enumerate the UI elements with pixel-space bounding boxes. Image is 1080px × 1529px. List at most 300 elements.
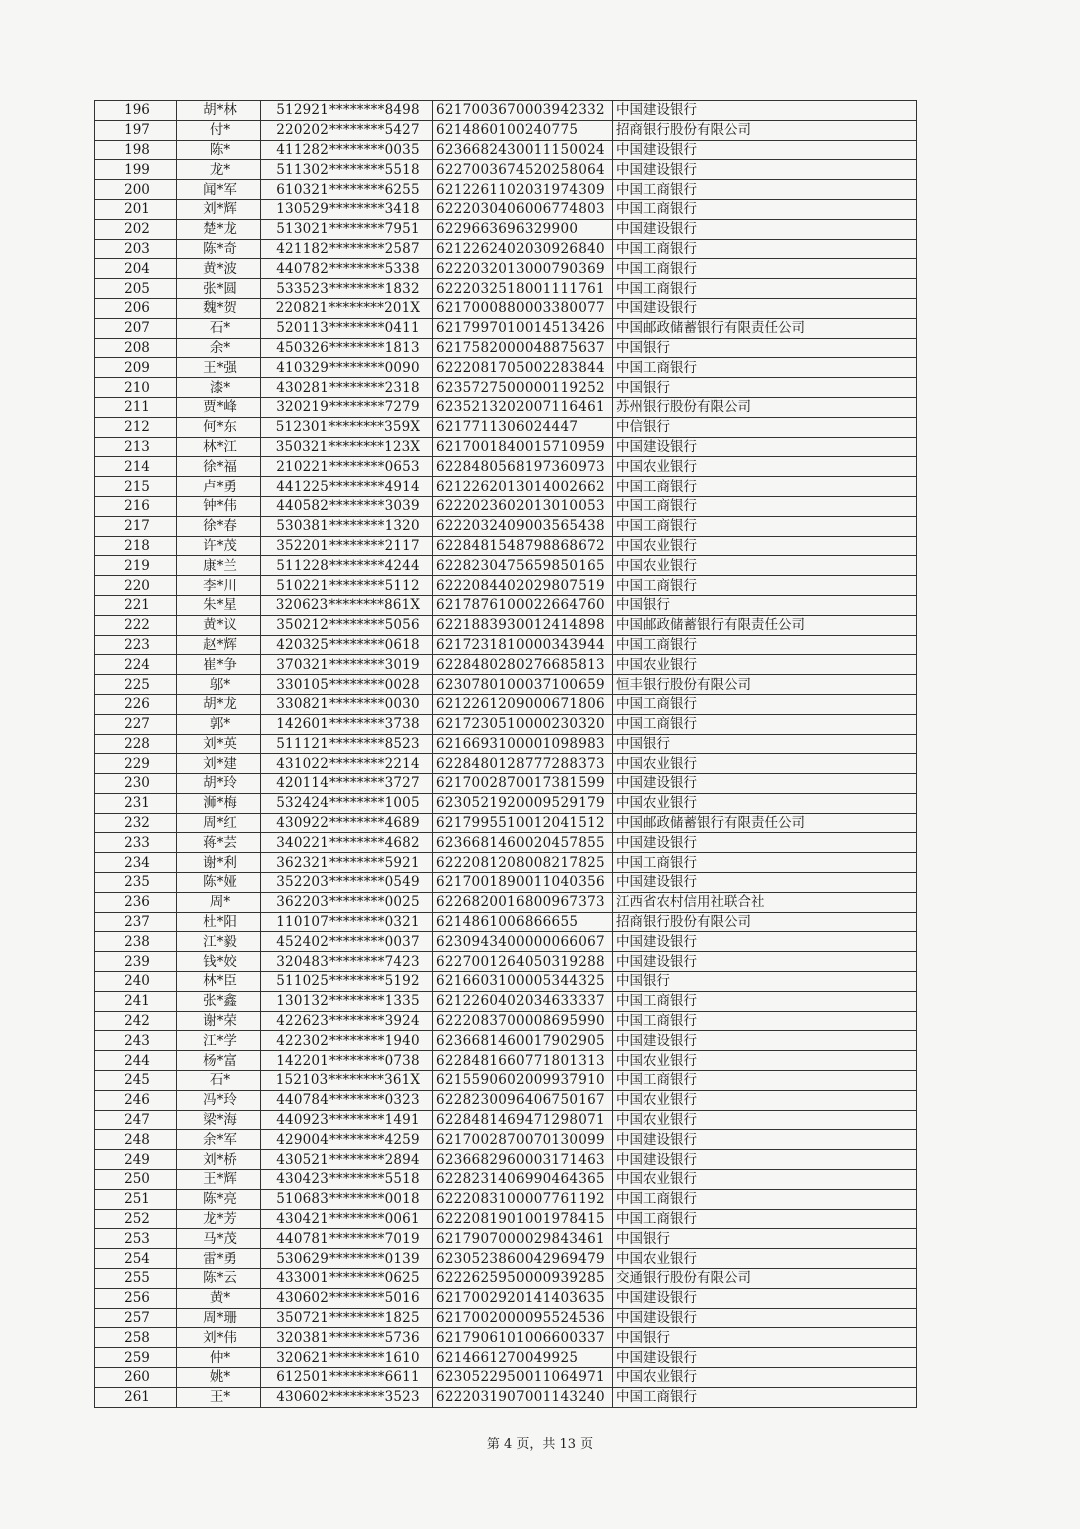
row-number: 254 [95,1249,177,1269]
bank-name: 中国建设银行 [613,219,917,239]
recipient-name: 胡*龙 [177,694,261,714]
recipient-name: 余* [177,338,261,358]
row-number: 208 [95,338,177,358]
table-row [95,140,917,160]
id-number: 362321********5921 [261,853,433,873]
table-row [95,1031,917,1051]
bank-name: 中国银行 [613,1328,917,1348]
bank-name: 中国建设银行 [613,1130,917,1150]
id-number: 330821********0030 [261,694,433,714]
card-number: 6217002920141403635 [433,1288,613,1308]
bank-name: 中国工商银行 [613,516,917,536]
id-number: 530381********1320 [261,516,433,536]
recipient-name: 李*川 [177,576,261,596]
id-number: 510221********5112 [261,576,433,596]
row-number: 240 [95,972,177,992]
recipient-name: 杜*阳 [177,912,261,932]
bank-name: 中国建设银行 [613,1288,917,1308]
table-row [95,635,917,655]
row-number: 196 [95,101,177,121]
table-row [95,417,917,437]
id-number: 513021********7951 [261,219,433,239]
row-number: 224 [95,655,177,675]
table-row [95,1130,917,1150]
bank-name: 中国工商银行 [613,1387,917,1407]
table-row [95,932,917,952]
table-row [95,457,917,477]
id-number: 532424********1005 [261,793,433,813]
row-number: 230 [95,774,177,794]
row-number: 243 [95,1031,177,1051]
bank-name: 中国工商银行 [613,358,917,378]
card-number: 6222081208008217825 [433,853,613,873]
recipient-name: 蒋*芸 [177,833,261,853]
table-row [95,952,917,972]
card-number: 6228231406990464365 [433,1170,613,1190]
recipient-name: 黄*波 [177,259,261,279]
bank-name: 中国工商银行 [613,635,917,655]
id-number: 422302********1940 [261,1031,433,1051]
card-number: 6217231810000343944 [433,635,613,655]
id-number: 420325********0618 [261,635,433,655]
recipient-name: 陈* [177,140,261,160]
row-number: 212 [95,417,177,437]
recipient-name: 朱*星 [177,595,261,615]
bank-name: 中国银行 [613,972,917,992]
bank-name: 恒丰银行股份有限公司 [613,675,917,695]
bank-name: 中国农业银行 [613,1249,917,1269]
table-row [95,694,917,714]
bank-name: 中国工商银行 [613,853,917,873]
bank-name: 中国邮政储蓄银行有限责任公司 [613,615,917,635]
id-number: 430421********0061 [261,1209,433,1229]
card-number: 6222032013000790369 [433,259,613,279]
bank-name: 中国农业银行 [613,1051,917,1071]
recipient-name: 张*鑫 [177,991,261,1011]
row-number: 217 [95,516,177,536]
recipient-name: 仲* [177,1348,261,1368]
id-number: 430922********4689 [261,813,433,833]
id-number: 422623********3924 [261,1011,433,1031]
bank-name: 中国银行 [613,338,917,358]
recipient-name: 闻*军 [177,180,261,200]
card-number: 6228230096406750167 [433,1090,613,1110]
table-row [95,912,917,932]
recipient-name: 徐*福 [177,457,261,477]
recipient-name: 余*军 [177,1130,261,1150]
id-number: 210221********0653 [261,457,433,477]
card-number: 6217997010014513426 [433,318,613,338]
row-number: 259 [95,1348,177,1368]
id-number: 512301********359X [261,417,433,437]
table-row [95,1051,917,1071]
id-number: 441225********4914 [261,477,433,497]
id-number: 370321********3019 [261,655,433,675]
row-number: 214 [95,457,177,477]
bank-name: 中国建设银行 [613,932,917,952]
id-number: 429004********4259 [261,1130,433,1150]
id-number: 430281********2318 [261,378,433,398]
row-number: 226 [95,694,177,714]
card-number: 6222081901001978415 [433,1209,613,1229]
bank-name: 中国工商银行 [613,1071,917,1091]
row-number: 213 [95,437,177,457]
row-number: 234 [95,853,177,873]
recipient-name: 王*辉 [177,1170,261,1190]
recipient-name: 姚* [177,1368,261,1388]
card-number: 6217876100022664760 [433,595,613,615]
row-number: 198 [95,140,177,160]
row-number: 210 [95,378,177,398]
recipient-name: 卢*勇 [177,477,261,497]
recipient-name: 梁*海 [177,1110,261,1130]
id-number: 533523********1832 [261,279,433,299]
bank-name: 中国建设银行 [613,873,917,893]
page-footer: 第 4 页，共 13 页 [486,1437,594,1452]
row-number: 205 [95,279,177,299]
id-number: 142601********3738 [261,714,433,734]
row-number: 225 [95,675,177,695]
table-row [95,477,917,497]
row-number: 239 [95,952,177,972]
row-number: 237 [95,912,177,932]
card-number: 6212261209000671806 [433,694,613,714]
bank-name: 中国工商银行 [613,1011,917,1031]
bank-name: 中国工商银行 [613,180,917,200]
card-number: 6230780100037100659 [433,675,613,695]
recipient-name: 邬* [177,675,261,695]
card-number: 6228480128777288373 [433,754,613,774]
bank-name: 交通银行股份有限公司 [613,1269,917,1289]
table-row [95,1110,917,1130]
row-number: 245 [95,1071,177,1091]
row-number: 222 [95,615,177,635]
card-number: 6228481469471298071 [433,1110,613,1130]
bank-name: 中信银行 [613,417,917,437]
bank-name: 中国农业银行 [613,1368,917,1388]
bank-name: 中国建设银行 [613,774,917,794]
id-number: 430521********2894 [261,1150,433,1170]
card-number: 6222032409003565438 [433,516,613,536]
id-number: 610321********6255 [261,180,433,200]
recipient-name: 谢*利 [177,853,261,873]
table-row [95,239,917,259]
card-number: 6215590602009937910 [433,1071,613,1091]
bank-name: 中国银行 [613,378,917,398]
table-row [95,714,917,734]
bank-name: 招商银行股份有限公司 [613,912,917,932]
id-number: 511121********8523 [261,734,433,754]
row-number: 216 [95,496,177,516]
recipient-name: 龙*芳 [177,1209,261,1229]
card-number: 6229663696329900 [433,219,613,239]
card-number: 6227003674520258064 [433,160,613,180]
bank-name: 中国工商银行 [613,279,917,299]
card-number: 6228230475659850165 [433,556,613,576]
table-row [95,892,917,912]
card-number: 6217995510012041512 [433,813,613,833]
recipient-name: 陈*亮 [177,1189,261,1209]
bank-name: 中国建设银行 [613,1031,917,1051]
card-number: 6236681460017902905 [433,1031,613,1051]
card-number: 6236682430011150024 [433,140,613,160]
id-number: 350721********1825 [261,1308,433,1328]
id-number: 511025********5192 [261,972,433,992]
id-number: 430602********3523 [261,1387,433,1407]
bank-name: 中国建设银行 [613,833,917,853]
card-number: 6230522950011064971 [433,1368,613,1388]
table-row [95,1368,917,1388]
bank-name: 中国工商银行 [613,239,917,259]
card-number: 6228481660771801313 [433,1051,613,1071]
bank-name: 中国工商银行 [613,714,917,734]
recipient-name: 黄* [177,1288,261,1308]
card-number: 6228481548798868672 [433,536,613,556]
card-number: 6217002870017381599 [433,774,613,794]
row-number: 233 [95,833,177,853]
recipient-name: 江*学 [177,1031,261,1051]
table-row [95,378,917,398]
recipient-name: 王*强 [177,358,261,378]
bank-name: 中国工商银行 [613,199,917,219]
recipient-name: 王* [177,1387,261,1407]
row-number: 238 [95,932,177,952]
recipient-name: 黄*议 [177,615,261,635]
recipient-name: 钟*伟 [177,496,261,516]
bank-name: 中国银行 [613,1229,917,1249]
bank-name: 中国农业银行 [613,1170,917,1190]
id-number: 430602********5016 [261,1288,433,1308]
bank-name: 中国建设银行 [613,140,917,160]
id-number: 142201********0738 [261,1051,433,1071]
table-row [95,516,917,536]
card-number: 6227001264050319288 [433,952,613,972]
bank-name: 招商银行股份有限公司 [613,120,917,140]
row-number: 246 [95,1090,177,1110]
id-number: 320219********7279 [261,397,433,417]
bank-name: 苏州银行股份有限公司 [613,397,917,417]
recipient-name: 刘*英 [177,734,261,754]
recipient-name: 胡*林 [177,101,261,121]
row-number: 219 [95,556,177,576]
row-number: 257 [95,1308,177,1328]
bank-name: 中国农业银行 [613,793,917,813]
row-number: 229 [95,754,177,774]
recipient-name: 刘*辉 [177,199,261,219]
row-number: 235 [95,873,177,893]
table-row [95,1229,917,1249]
table-row [95,595,917,615]
row-number: 244 [95,1051,177,1071]
table-row [95,160,917,180]
recipient-name: 周*红 [177,813,261,833]
row-number: 220 [95,576,177,596]
row-number: 256 [95,1288,177,1308]
recipient-name: 冯*玲 [177,1090,261,1110]
row-number: 231 [95,793,177,813]
card-number: 6235213202007116461 [433,397,613,417]
card-number: 6217002870070130099 [433,1130,613,1150]
recipient-name: 康*兰 [177,556,261,576]
card-number: 6217711306024447 [433,417,613,437]
id-number: 152103********361X [261,1071,433,1091]
bank-name: 中国建设银行 [613,1308,917,1328]
recipient-name: 付* [177,120,261,140]
recipient-name: 贾*峰 [177,397,261,417]
recipient-name: 何*东 [177,417,261,437]
table-row [95,318,917,338]
card-number: 6235727500000119252 [433,378,613,398]
table-row [95,615,917,635]
table-row [95,199,917,219]
id-number: 320381********5736 [261,1328,433,1348]
table-row [95,437,917,457]
id-number: 320621********1610 [261,1348,433,1368]
row-number: 255 [95,1269,177,1289]
id-number: 520113********0411 [261,318,433,338]
row-number: 258 [95,1328,177,1348]
id-number: 433001********0625 [261,1269,433,1289]
row-number: 204 [95,259,177,279]
row-number: 201 [95,199,177,219]
bank-name: 中国农业银行 [613,754,917,774]
row-number: 260 [95,1368,177,1388]
table-row [95,655,917,675]
recipient-name: 钱*姣 [177,952,261,972]
recipient-name: 杨*富 [177,1051,261,1071]
recipient-name: 徐*春 [177,516,261,536]
id-number: 352203********0549 [261,873,433,893]
id-number: 220821********201X [261,298,433,318]
table-row [95,1387,917,1407]
bank-name: 中国农业银行 [613,1110,917,1130]
id-number: 511228********4244 [261,556,433,576]
id-number: 440784********0323 [261,1090,433,1110]
id-number: 421182********2587 [261,239,433,259]
id-number: 420114********3727 [261,774,433,794]
card-number: 6217003670003942332 [433,101,613,121]
recipient-name: 魏*贺 [177,298,261,318]
id-number: 431022********2214 [261,754,433,774]
bank-name: 中国建设银行 [613,437,917,457]
recipient-name: 江*毅 [177,932,261,952]
row-number: 197 [95,120,177,140]
row-number: 228 [95,734,177,754]
card-number: 6222083100007761192 [433,1189,613,1209]
table-row [95,1150,917,1170]
recipient-name: 张*圆 [177,279,261,299]
table-row [95,219,917,239]
recipient-name: 崔*争 [177,655,261,675]
bank-name: 中国农业银行 [613,457,917,477]
bank-name: 江西省农村信用社联合社 [613,892,917,912]
table-row [95,1249,917,1269]
row-number: 253 [95,1229,177,1249]
bank-name: 中国邮政储蓄银行有限责任公司 [613,318,917,338]
bank-name: 中国工商银行 [613,259,917,279]
id-number: 130529********3418 [261,199,433,219]
row-number: 236 [95,892,177,912]
table-row [95,1071,917,1091]
row-number: 249 [95,1150,177,1170]
table-row [95,972,917,992]
bank-name: 中国建设银行 [613,298,917,318]
table-row [95,1269,917,1289]
table-row [95,556,917,576]
id-number: 430423********5518 [261,1170,433,1190]
id-number: 320623********861X [261,595,433,615]
id-number: 362203********0025 [261,892,433,912]
table-row [95,496,917,516]
card-number: 6212261102031974309 [433,180,613,200]
row-number: 250 [95,1170,177,1190]
card-number: 6216693100001098983 [433,734,613,754]
table-row [95,1170,917,1190]
bank-name: 中国工商银行 [613,496,917,516]
id-number: 411282********0035 [261,140,433,160]
recipient-name: 马*茂 [177,1229,261,1249]
recipient-name: 浉*梅 [177,793,261,813]
recipient-name: 林*臣 [177,972,261,992]
row-number: 221 [95,595,177,615]
table-row [95,180,917,200]
id-number: 410329********0090 [261,358,433,378]
card-number: 6217906101006600337 [433,1328,613,1348]
table-row [95,754,917,774]
row-number: 223 [95,635,177,655]
row-number: 242 [95,1011,177,1031]
table-row [95,1011,917,1031]
bank-name: 中国工商银行 [613,694,917,714]
bank-name: 中国银行 [613,595,917,615]
card-number: 6214661270049925 [433,1348,613,1368]
table-row [95,1348,917,1368]
recipient-name: 陈*娅 [177,873,261,893]
bank-name: 中国农业银行 [613,556,917,576]
recipient-name: 胡*玲 [177,774,261,794]
table-row [95,576,917,596]
card-number: 6221883930012414898 [433,615,613,635]
recipient-name: 陈*云 [177,1269,261,1289]
id-number: 530629********0139 [261,1249,433,1269]
card-number: 6217000880003380077 [433,298,613,318]
table-row [95,536,917,556]
bank-name: 中国农业银行 [613,655,917,675]
row-number: 211 [95,397,177,417]
card-number: 6222032518001111761 [433,279,613,299]
card-number: 6212262402030926840 [433,239,613,259]
id-number: 320483********7423 [261,952,433,972]
recipient-name: 许*茂 [177,536,261,556]
id-number: 110107********0321 [261,912,433,932]
table-row [95,1090,917,1110]
card-number: 6236681460020457855 [433,833,613,853]
id-number: 440781********7019 [261,1229,433,1249]
row-number: 232 [95,813,177,833]
id-number: 440782********5338 [261,259,433,279]
table-row [95,1209,917,1229]
table-row [95,101,917,121]
card-number: 6222083700008695990 [433,1011,613,1031]
table-row [95,675,917,695]
recipient-name: 刘*伟 [177,1328,261,1348]
table-row [95,338,917,358]
id-number: 350321********123X [261,437,433,457]
table-row [95,259,917,279]
card-number: 6226820016800967373 [433,892,613,912]
card-number: 6230523860042969479 [433,1249,613,1269]
bank-name: 中国工商银行 [613,477,917,497]
